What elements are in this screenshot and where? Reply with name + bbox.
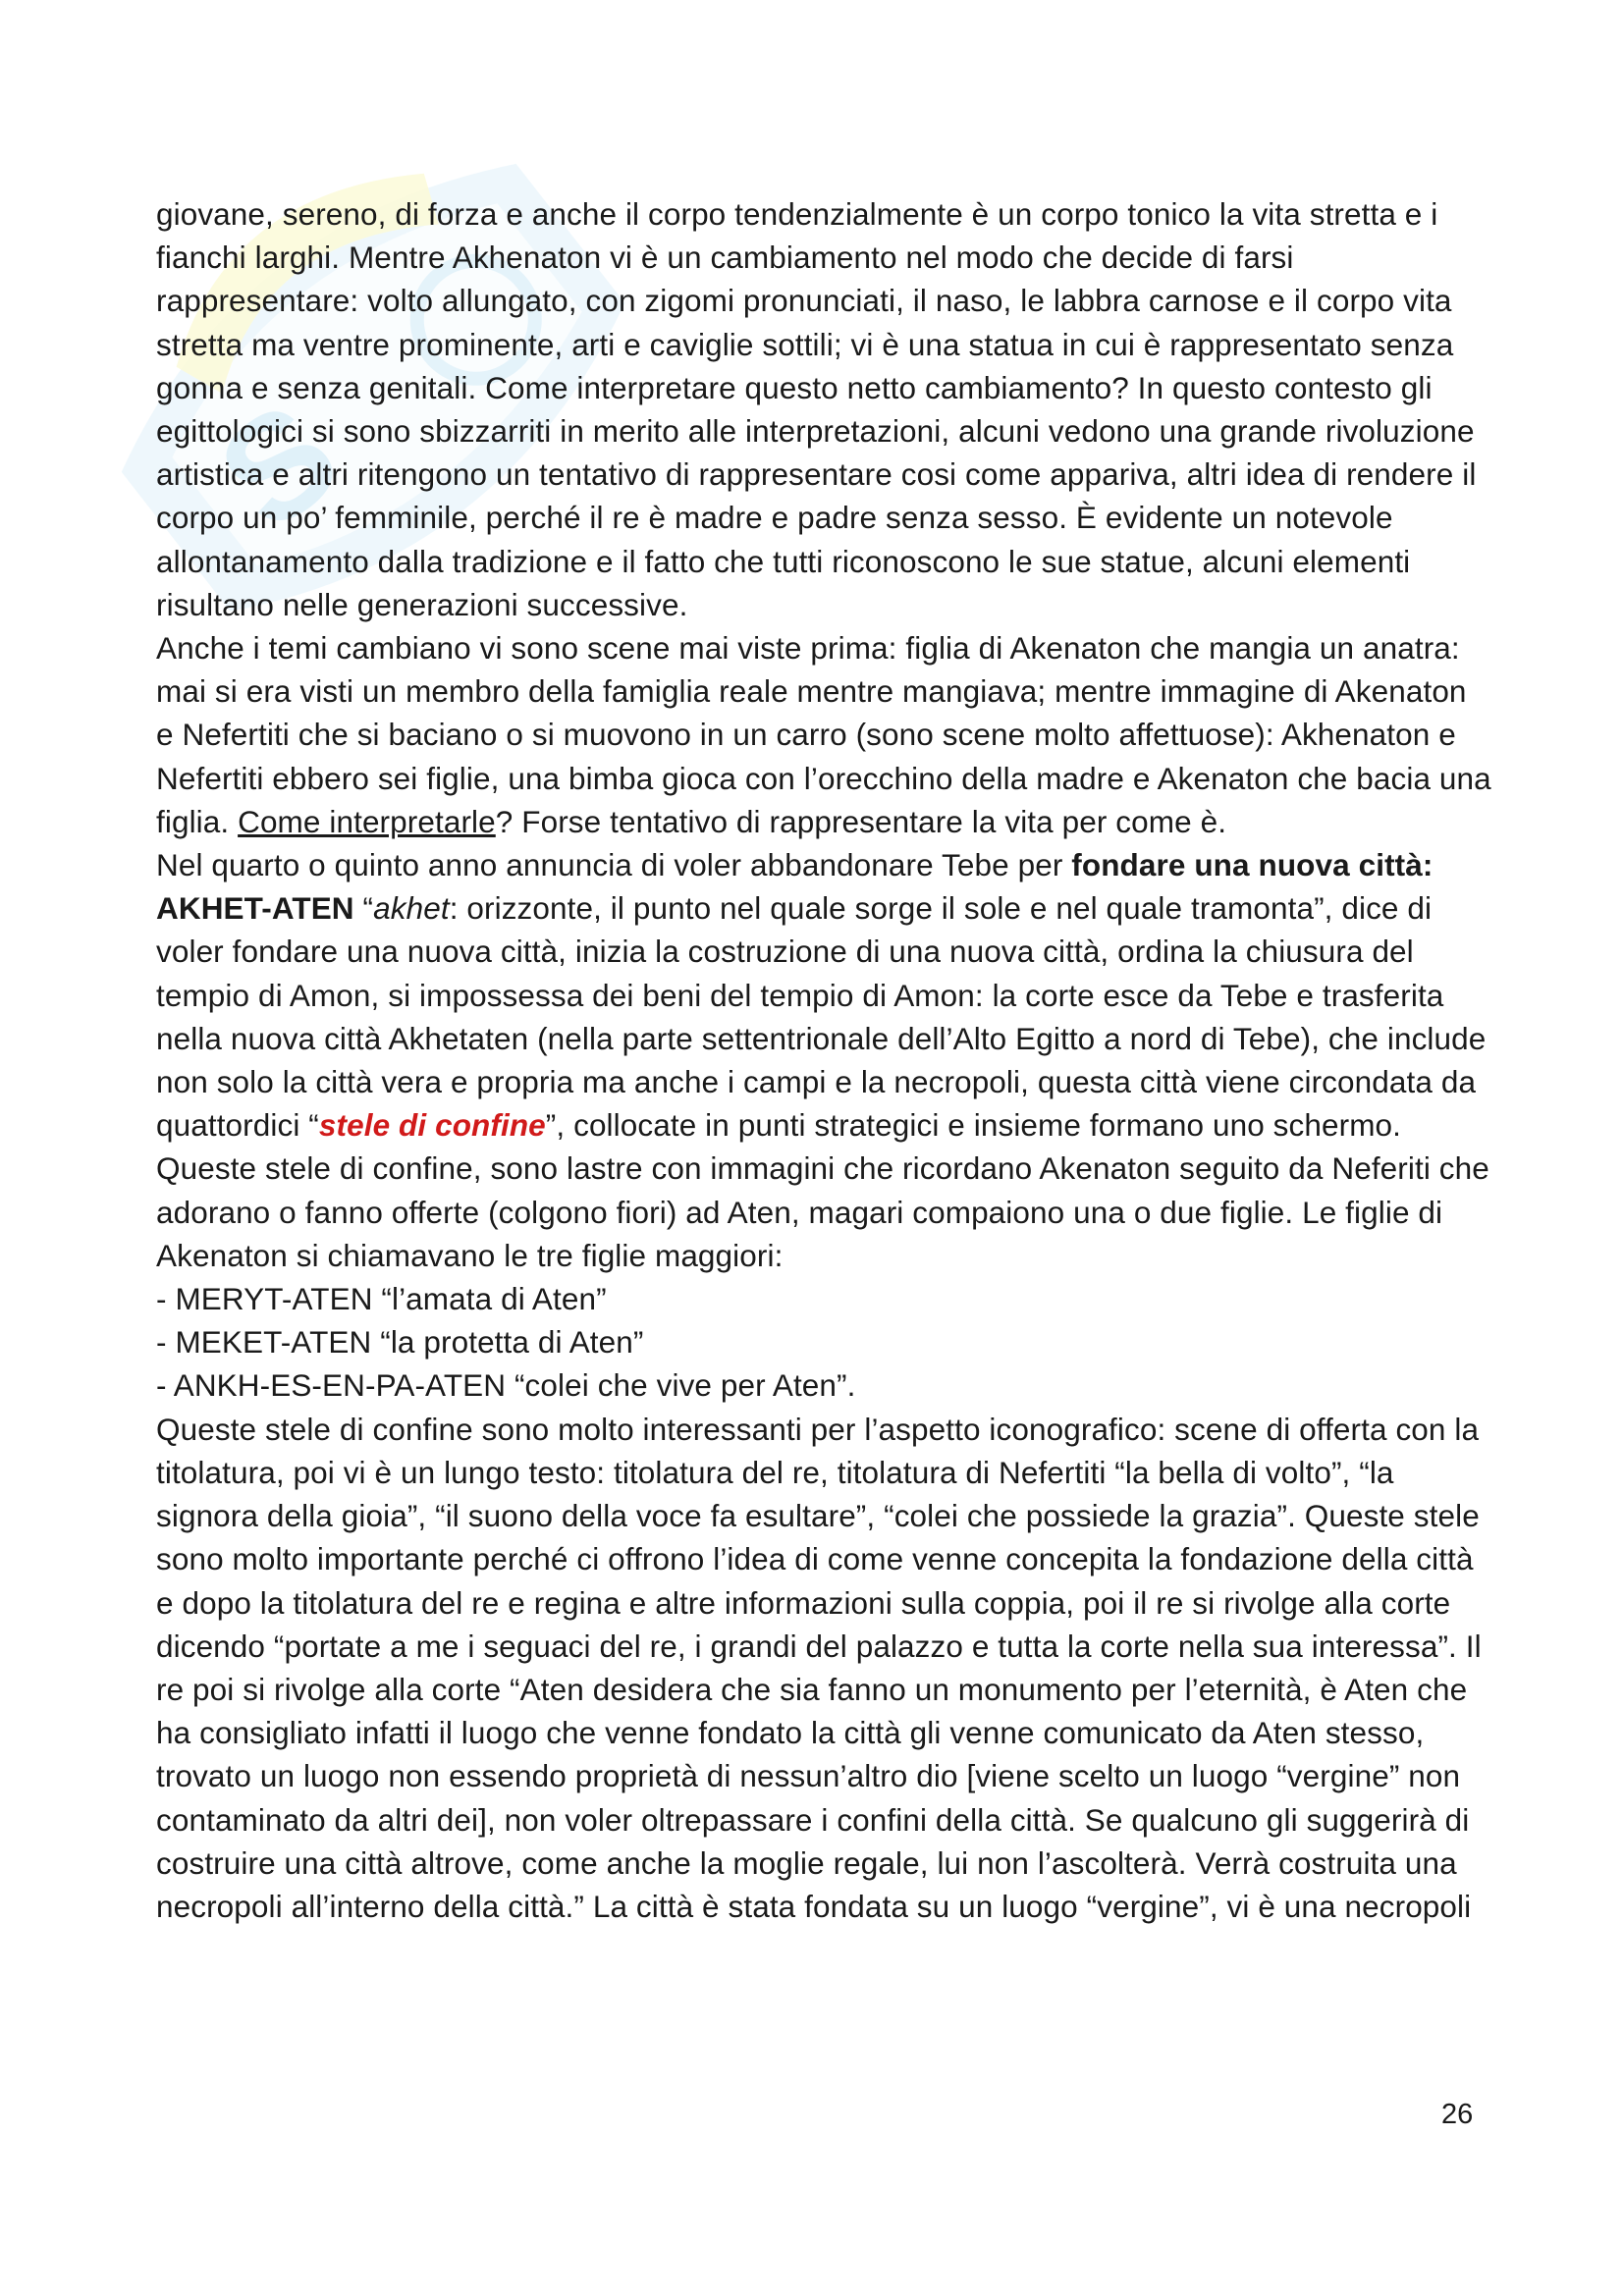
paragraph-3-text-b: : orizzonte, il punto nel quale sorge il sole e nel quale tramonta”, dice di voler fondare una nuova città, inizia la costruzione di una nuova città, ordina la chiusura del tempio di Amon, si impossessa dei beni del tempio di Amon: la corte esce da Tebe e trasferita nella nuova città Akhetaten (nella parte settentrionale dell’Alto Egitto a nord di Tebe), che include non solo la città vera e propria ma anche i campi e la necropoli, questa città viene circondata da quattordici “ <box>156 890 1487 1144</box>
svg-text:S: S <box>189 370 368 561</box>
bold-heading-akhet-aten: fondare una nuova città: AKHET-ATEN <box>156 847 1434 927</box>
paragraph-4: Queste stele di confine sono molto interessanti per l’aspetto iconografico: scene di offerta con la titolatura, poi vi è un lungo testo: titolatura del re, titolatura di Nefertiti “la bella di volto”, “la signora della gioia”, “il suono della voce fa esultare”, “colei che possiede la grazia”. Queste stele sono molto importante perché ci offrono l’idea di come venne concepita la fondazione della città e dopo la titolatura del re e regina e altre informazioni sulla coppia, poi il re si rivolge alla corte dicendo “portate a me i seguaci del re, i grandi del palazzo e tutta la corte nella sua interessa”. Il re poi si rivolge alla corte “Aten desidera che sia fanno un monumento per l’eternità, è Aten che ha consigliato infatti il luogo che venne fondato la città gli venne comunicato da Aten stesso, trovato un luogo non essendo proprietà di nessun’altro dio [viene scelto un luogo “vergine” non contaminato da altri dei], non voler oltrepassare i confini della città. Se qualcuno gli suggerirà di costruire una città altrove, come anche la moglie regale, lui non l’ascolterà. Verrà costruita una necropoli all’interno della città.” La città è stata fondata su un luogo “vergine”, vi è una necropoli <box>156 1411 1482 1924</box>
page-number: 26 <box>1441 2099 1474 2130</box>
list-item: - MERYT-ATEN “l’amata di Aten” <box>156 1281 607 1317</box>
italic-term-akhet: akhet <box>373 890 450 927</box>
paragraph-2-text-a: Anche i temi cambiano vi sono scene mai viste prima: figlia di Akenaton che mangia un anatra: mai si era visti un membro della famiglia reale mentre mangiava; mentre immagine di Akenaton e Nefertiti che si baciano o si muovono in un carro (sono scene molto affettuose): Akhenaton e Nefertiti ebbero sei figlie, una bimba gioca con l’orecchino della madre e Akenaton che bacia una figlia. <box>156 630 1491 839</box>
paragraph-3 <box>156 843 1491 1277</box>
paragraph-2-text-b: ? Forse tentativo di rappresentare la vita per come è. <box>495 803 1227 839</box>
paragraph-3-text-a: Nel quarto o quinto anno annuncia di voler abbandonare Tebe per <box>156 847 1072 883</box>
highlight-stele-di-confine: stele di confine <box>318 1107 546 1144</box>
paragraph-2 <box>156 626 1491 843</box>
paragraph-3-quote-open: “ <box>353 890 374 927</box>
paragraph-1: giovane, sereno, di forza e anche il corpo tendenzialmente è un corpo tonico la vita stretta e i fianchi larghi. Mentre Akhenaton vi è un cambiamento nel modo che decide di farsi rappresentare: volto allungato, con zigomi pronunciati, il naso, le labbra carnose e il corpo vita stretta ma ventre prominente, arti e caviglie sottili; vi è una statua in cui è rappresentato senza gonna e senza genitali. Come interpretare questo netto cambiamento? In questo contesto gli egittologici si sono sbizzarriti in merito alle interpretazioni, alcuni vedono una grande rivoluzione artistica e altri ritengono un tentativo di rappresentare cosi come appariva, altri idea di rendere il corpo un po’ femminile, perché il re è madre e padre senza sesso. È evidente un notevole allontanamento dalla tradizione e il fatto che tutti riconoscono le sue statue, alcuni elementi risultano nelle generazioni successive. <box>156 196 1477 622</box>
underlined-question: Come interpretarle <box>238 803 496 839</box>
list-item: - ANKH-ES-EN-PA-ATEN “colei che vive per Aten”. <box>156 1367 856 1404</box>
list-item: - MEKET-ATEN “la protetta di Aten” <box>156 1324 644 1361</box>
page-body <box>156 192 1491 1928</box>
paragraph-3-text-c: ”, collocate in punti strategici e insieme formano uno schermo. Queste stele di confine, sono lastre con immagini che ricordano Akenaton seguito da Neferiti che adorano o fanno offerte (colgono fiori) ad Aten, magari compaiono una o due figlie. Le figlie di Akenaton si chiamavano le tre figlie maggiori: <box>156 1107 1489 1273</box>
